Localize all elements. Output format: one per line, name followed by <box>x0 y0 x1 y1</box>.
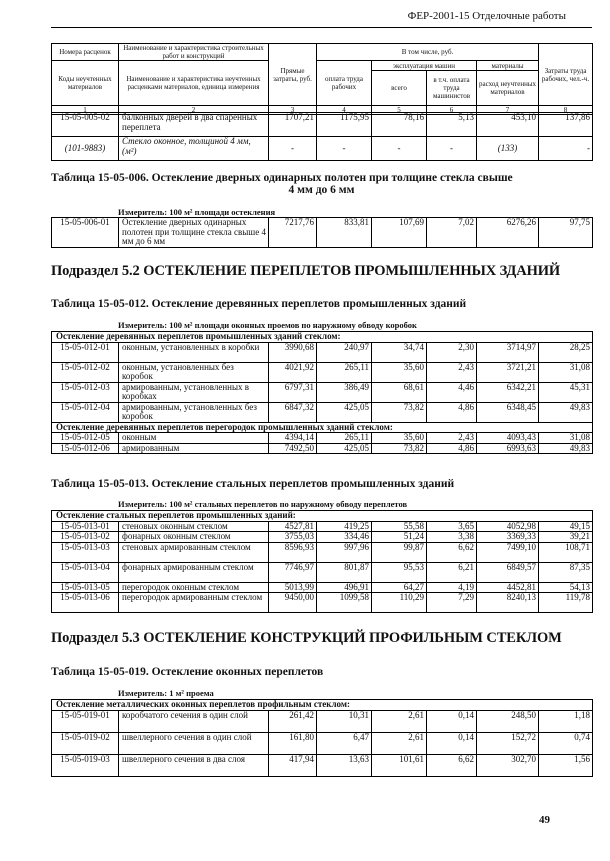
row-code: 15-05-012-05 <box>52 433 119 444</box>
row-labor-hours: 97,75 <box>539 218 593 248</box>
row-machinist-pay: 4,86 <box>427 402 477 422</box>
table-013-measure: Измеритель: 100 м² стальных переплетов по наружному обводу переплетов <box>118 499 408 509</box>
row-machines-total: 35,60 <box>372 433 427 444</box>
row-labor-pay: 10,31 <box>317 710 372 732</box>
table-row <box>52 710 593 732</box>
row-machines-total: 35,60 <box>372 362 427 382</box>
table-row <box>52 754 593 776</box>
row-machines-total: 55,58 <box>372 521 427 532</box>
row-labor-pay: 997,96 <box>317 542 372 562</box>
row-labor-pay: 265,11 <box>317 362 372 382</box>
row-code: (101-9883) <box>52 137 119 161</box>
row-machinist-pay: 4,86 <box>427 443 477 454</box>
row-description: оконным, установленных в коробки <box>119 342 269 362</box>
row-machines-total: 73,82 <box>372 443 427 454</box>
row-direct-cost: 6797,31 <box>269 382 317 402</box>
row-labor-hours: 31,08 <box>539 362 593 382</box>
header-col2-top: Наименование и характеристика строительных работ и конструкций <box>119 44 269 61</box>
row-machines-total: 99,87 <box>372 542 427 562</box>
table-006 <box>51 217 593 248</box>
row-direct-cost: - <box>269 137 317 161</box>
header-col8: Затраты труда рабочих, чел.-ч. <box>539 44 593 106</box>
table-row <box>52 443 593 454</box>
table-row <box>52 732 593 754</box>
row-direct-cost: 4527,81 <box>269 521 317 532</box>
page-number: 49 <box>539 814 550 826</box>
table-row <box>52 542 593 562</box>
row-labor-pay: 1175,95 <box>317 113 372 137</box>
running-head: ФЕР-2001-15 Отделочные работы <box>407 10 566 22</box>
row-code: 15-05-019-02 <box>52 732 119 754</box>
header-col6: в т.ч. оплата труда машинистов <box>427 71 477 106</box>
row-machinist-pay: 2,30 <box>427 342 477 362</box>
row-code: 15-05-012-06 <box>52 443 119 454</box>
row-machines-total: 110,29 <box>372 593 427 613</box>
row-labor-pay: 240,97 <box>317 342 372 362</box>
header-col1-top: Номера расценок <box>52 44 119 61</box>
header-col5: всего <box>372 71 427 106</box>
row-labor-hours: 108,71 <box>539 542 593 562</box>
row-labor-hours: 31,08 <box>539 433 593 444</box>
row-labor-pay: 833,81 <box>317 218 372 248</box>
row-code: 15-05-012-04 <box>52 402 119 422</box>
row-direct-cost: 9450,00 <box>269 593 317 613</box>
row-labor-hours: 87,35 <box>539 562 593 582</box>
header-num-5: 5 <box>372 106 427 115</box>
row-code: 15-05-012-02 <box>52 362 119 382</box>
row-labor-hours: - <box>539 137 593 161</box>
row-code: 15-05-019-03 <box>52 754 119 776</box>
row-direct-cost: 7746,97 <box>269 562 317 582</box>
row-machinist-pay: - <box>427 137 477 161</box>
table-row <box>52 218 593 248</box>
row-machinist-pay: 3,65 <box>427 521 477 532</box>
row-direct-cost: 7217,76 <box>269 218 317 248</box>
row-machines-total: - <box>372 137 427 161</box>
header-num-7: 7 <box>477 106 539 115</box>
row-machines-total: 101,61 <box>372 754 427 776</box>
subheading-text: Остекление металлических оконных переплетов профильным стеклом: <box>52 700 593 711</box>
row-direct-cost: 5013,99 <box>269 582 317 593</box>
row-machines-total: 51,24 <box>372 532 427 543</box>
row-labor-pay: 13,63 <box>317 754 372 776</box>
header-col7: расход неучтенных материалов <box>477 71 539 106</box>
row-labor-pay: 425,05 <box>317 443 372 454</box>
row-labor-pay: 265,11 <box>317 433 372 444</box>
subheading-row <box>52 332 593 343</box>
table-019-measure: Измеритель: 1 м² проема <box>118 688 214 698</box>
row-labor-pay: 425,05 <box>317 402 372 422</box>
row-description: армированным <box>119 443 269 454</box>
row-machines-total: 73,82 <box>372 402 427 422</box>
row-labor-hours: 28,25 <box>539 342 593 362</box>
header-group: В том числе, руб. <box>317 44 539 61</box>
table-row <box>52 593 593 613</box>
row-materials: 4052,98 <box>477 521 539 532</box>
table-019-title: Таблица 15-05-019. Остекление оконных переплетов <box>51 666 324 678</box>
row-materials: 3721,21 <box>477 362 539 382</box>
row-labor-hours: 54,13 <box>539 582 593 593</box>
table-row <box>52 402 593 422</box>
row-materials: 3714,97 <box>477 342 539 362</box>
row-direct-cost: 1707,21 <box>269 113 317 137</box>
row-description: балконных дверей в два спаренных переплета <box>119 113 269 137</box>
row-description: Остекление дверных одинарных полотен при толщине стекла свыше 4 мм до 6 мм <box>119 218 269 248</box>
row-materials: 6849,57 <box>477 562 539 582</box>
row-code: 15-05-013-01 <box>52 521 119 532</box>
header-num-1: 1 <box>52 106 119 115</box>
row-materials: 302,70 <box>477 754 539 776</box>
row-machinist-pay: 6,62 <box>427 754 477 776</box>
row-labor-hours: 49,83 <box>539 443 593 454</box>
table-row <box>52 433 593 444</box>
row-machines-total: 34,74 <box>372 342 427 362</box>
row-materials: 6993,63 <box>477 443 539 454</box>
row-labor-hours: 1,18 <box>539 710 593 732</box>
row-direct-cost: 261,42 <box>269 710 317 732</box>
row-description: фонарных оконным стеклом <box>119 532 269 543</box>
table-013-title: Таблица 15-05-013. Остекление стальных переплетов промышленных зданий <box>51 478 455 490</box>
row-materials: (133) <box>477 137 539 161</box>
table-row <box>52 532 593 543</box>
table-012-title: Таблица 15-05-012. Остекление деревянных переплетов промышленных зданий <box>51 298 467 310</box>
row-labor-pay: 334,46 <box>317 532 372 543</box>
header-col3: Прямые затраты, руб. <box>269 44 317 106</box>
header-col2-bottom: Наименование и характеристика неучтенных расценками материалов, единица измерения <box>119 61 269 106</box>
table-006-title <box>51 172 592 196</box>
row-machinist-pay: 4,46 <box>427 382 477 402</box>
header-num-8: 8 <box>539 106 593 115</box>
row-description: стеновых армированным стеклом <box>119 542 269 562</box>
row-machinist-pay: 4,19 <box>427 582 477 593</box>
row-code: 15-05-013-04 <box>52 562 119 582</box>
header-num-2: 2 <box>119 106 269 115</box>
row-code: 15-05-005-02 <box>52 113 119 137</box>
row-materials: 6348,45 <box>477 402 539 422</box>
row-machines-total: 2,61 <box>372 710 427 732</box>
subsection-5-2-heading: Подраздел 5.2 ОСТЕКЛЕНИЕ ПЕРЕПЛЕТОВ ПРОМЫШЛЕННЫХ ЗДАНИЙ <box>51 263 561 279</box>
row-labor-hours: 1,56 <box>539 754 593 776</box>
header-col4: оплата труда рабочих <box>317 61 372 106</box>
row-direct-cost: 3755,03 <box>269 532 317 543</box>
row-machines-total: 68,61 <box>372 382 427 402</box>
row-machinist-pay: 7,02 <box>427 218 477 248</box>
table-row <box>52 382 593 402</box>
row-code: 15-05-013-03 <box>52 542 119 562</box>
row-machines-total: 64,27 <box>372 582 427 593</box>
table-006-title-line2: 4 мм до 6 мм <box>288 184 355 196</box>
row-description: перегородок оконным стеклом <box>119 582 269 593</box>
row-code: 15-05-013-02 <box>52 532 119 543</box>
row-labor-hours: 49,15 <box>539 521 593 532</box>
row-materials: 6276,26 <box>477 218 539 248</box>
table-row <box>52 562 593 582</box>
subheading-row <box>52 511 593 522</box>
row-materials: 152,72 <box>477 732 539 754</box>
row-labor-pay: - <box>317 137 372 161</box>
row-materials: 7499,10 <box>477 542 539 562</box>
table-012-measure: Измеритель: 100 м² площади оконных проемов по наружному обводу коробок <box>118 320 417 330</box>
row-materials: 4093,43 <box>477 433 539 444</box>
table-012 <box>51 331 593 454</box>
row-description: коробчатого сечения в один слой <box>119 710 269 732</box>
row-machinist-pay: 5,13 <box>427 113 477 137</box>
subheading-text: Остекление деревянных переплетов промышленных зданий стеклом: <box>52 332 593 343</box>
table-006-measure: Измеритель: 100 м² площади остекления <box>118 207 276 217</box>
row-description: перегородок армированным стеклом <box>119 593 269 613</box>
row-direct-cost: 417,94 <box>269 754 317 776</box>
row-machines-total: 107,69 <box>372 218 427 248</box>
row-machinist-pay: 7,29 <box>427 593 477 613</box>
row-labor-pay: 496,91 <box>317 582 372 593</box>
subheading-text: Остекление стальных переплетов промышленных зданий: <box>52 511 593 522</box>
table-019 <box>51 699 593 777</box>
row-labor-hours: 137,86 <box>539 113 593 137</box>
row-description: армированным, установленных в коробках <box>119 382 269 402</box>
row-labor-hours: 119,78 <box>539 593 593 613</box>
row-direct-cost: 4394,14 <box>269 433 317 444</box>
row-labor-pay: 6,47 <box>317 732 372 754</box>
table-005-continuation <box>51 112 593 161</box>
subheading-row <box>52 700 593 711</box>
row-materials: 3369,33 <box>477 532 539 543</box>
header-machines: эксплуатация машин <box>372 61 477 71</box>
row-materials: 453,10 <box>477 113 539 137</box>
row-labor-hours: 45,31 <box>539 382 593 402</box>
row-materials: 8240,13 <box>477 593 539 613</box>
row-direct-cost: 6847,32 <box>269 402 317 422</box>
row-code: 15-05-012-01 <box>52 342 119 362</box>
row-materials: 6342,21 <box>477 382 539 402</box>
row-labor-hours: 39,21 <box>539 532 593 543</box>
row-description: стеновых оконным стеклом <box>119 521 269 532</box>
table-013 <box>51 510 593 613</box>
row-direct-cost: 4021,92 <box>269 362 317 382</box>
subheading-row <box>52 422 593 433</box>
row-labor-pay: 419,25 <box>317 521 372 532</box>
header-materials: материалы <box>477 61 539 71</box>
row-machinist-pay: 6,21 <box>427 562 477 582</box>
row-direct-cost: 8596,93 <box>269 542 317 562</box>
row-description: оконным <box>119 433 269 444</box>
row-labor-hours: 0,74 <box>539 732 593 754</box>
row-code: 15-05-013-06 <box>52 593 119 613</box>
row-labor-hours: 49,83 <box>539 402 593 422</box>
row-machines-total: 2,61 <box>372 732 427 754</box>
table-006-title-line1: Таблица 15-05-006. Остекление дверных одинарных полотен при толщине стекла свыше <box>51 172 513 184</box>
subsection-5-3-heading: Подраздел 5.3 ОСТЕКЛЕНИЕ КОНСТРУКЦИЙ ПРОФИЛЬНЫМ СТЕКЛОМ <box>51 630 562 646</box>
column-header-table <box>51 43 593 115</box>
table-row <box>52 582 593 593</box>
row-description: швеллерного сечения в два слоя <box>119 754 269 776</box>
header-num-3: 3 <box>269 106 317 115</box>
table-row <box>52 362 593 382</box>
subheading-text: Остекление деревянных переплетов перегородок промышленных зданий стеклом: <box>52 422 593 433</box>
row-machines-total: 78,16 <box>372 113 427 137</box>
row-description: фонарных армированным стеклом <box>119 562 269 582</box>
header-num-4: 4 <box>317 106 372 115</box>
row-description: швеллерного сечения в один слой <box>119 732 269 754</box>
row-materials: 4452,81 <box>477 582 539 593</box>
row-direct-cost: 7492,50 <box>269 443 317 454</box>
row-labor-pay: 1099,58 <box>317 593 372 613</box>
row-machinist-pay: 6,62 <box>427 542 477 562</box>
table-row <box>52 342 593 362</box>
table-row <box>52 137 593 161</box>
row-direct-cost: 3990,68 <box>269 342 317 362</box>
row-description: Стекло оконное, толщиной 4 мм, (м²) <box>119 137 269 161</box>
table-row <box>52 113 593 137</box>
row-description: оконным, установленных без коробок <box>119 362 269 382</box>
row-labor-pay: 386,49 <box>317 382 372 402</box>
row-machines-total: 95,53 <box>372 562 427 582</box>
row-machinist-pay: 2,43 <box>427 433 477 444</box>
header-col1-bottom: Коды неучтенных материалов <box>52 61 119 106</box>
header-num-6: 6 <box>427 106 477 115</box>
row-machinist-pay: 2,43 <box>427 362 477 382</box>
top-rule <box>51 27 592 28</box>
row-machinist-pay: 0,14 <box>427 710 477 732</box>
row-labor-pay: 801,87 <box>317 562 372 582</box>
table-row <box>52 521 593 532</box>
row-description: армированным, установленных без коробок <box>119 402 269 422</box>
row-code: 15-05-012-03 <box>52 382 119 402</box>
row-machinist-pay: 3,38 <box>427 532 477 543</box>
row-materials: 248,50 <box>477 710 539 732</box>
row-code: 15-05-013-05 <box>52 582 119 593</box>
row-code: 15-05-006-01 <box>52 218 119 248</box>
row-code: 15-05-019-01 <box>52 710 119 732</box>
row-machinist-pay: 0,14 <box>427 732 477 754</box>
row-direct-cost: 161,80 <box>269 732 317 754</box>
